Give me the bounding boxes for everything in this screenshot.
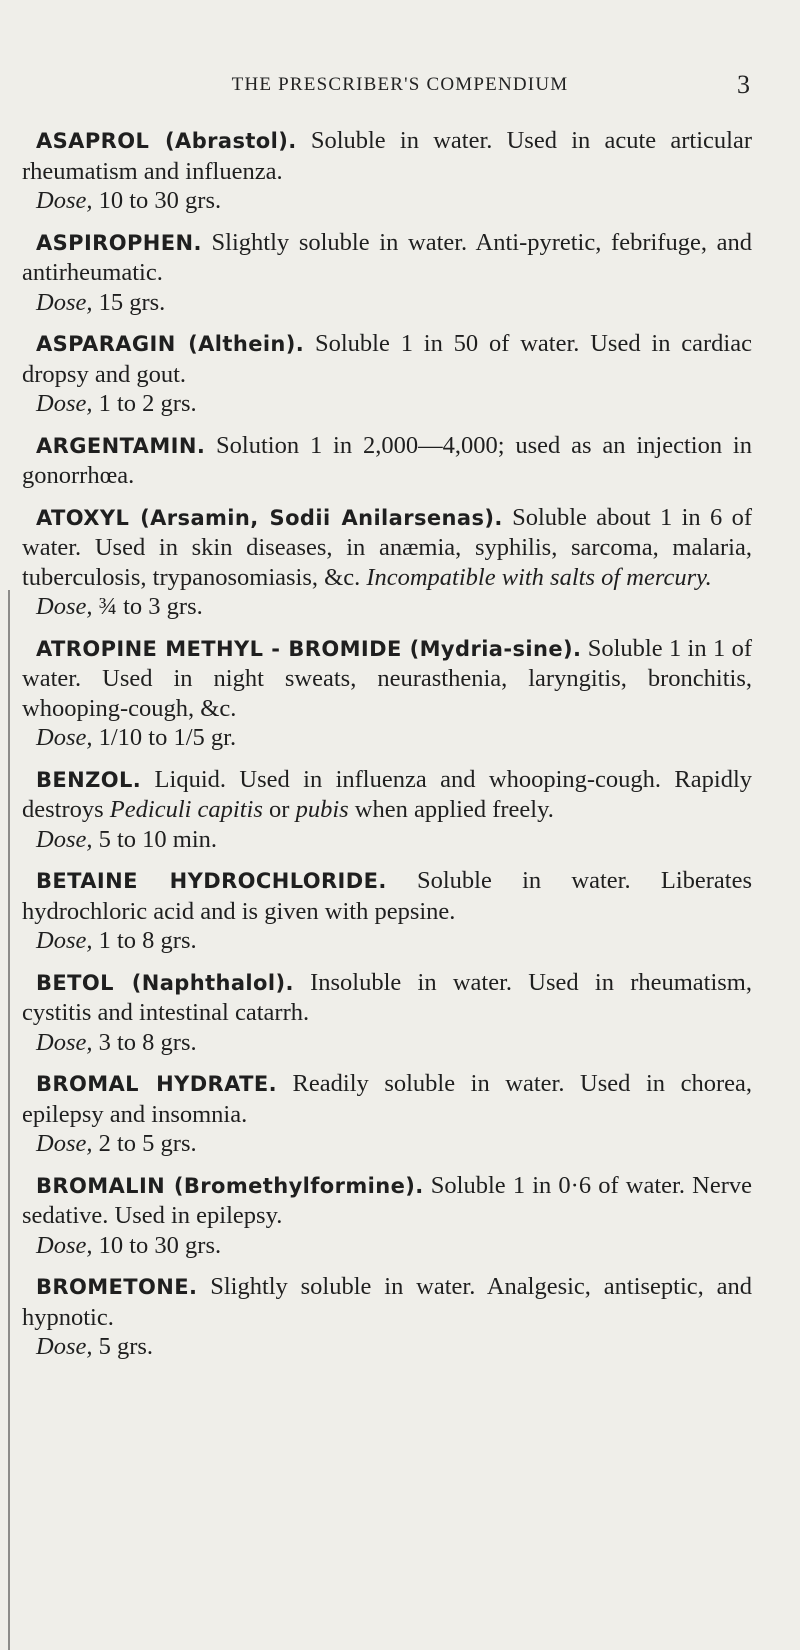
entry-heading: BETOL (Naphthalol). <box>36 970 294 995</box>
entry-bromalin <box>22 1171 752 1261</box>
entry-text: Soluble in water. Liberates hydrochloric acid and is given with pepsine. <box>22 867 753 925</box>
dose-label: Dose, <box>36 825 93 853</box>
dose-value: 2 to 5 grs. <box>92 1130 197 1157</box>
entry-bromal-hydrate <box>22 1069 752 1159</box>
entry-text-end: when applied freely. <box>348 796 554 823</box>
entry-asparagin <box>22 329 752 419</box>
entry-aspirophen <box>22 228 752 318</box>
entry-text: Soluble in water. Used in acute articular rheumatism and influenza. <box>22 127 752 185</box>
entry-italic-term-2: pubis <box>295 796 349 823</box>
dose-label: Dose, <box>36 1028 93 1056</box>
entry-text: Insoluble in water. Used in rheumatism, cystitis and intestinal catarrh. <box>22 968 752 1026</box>
dose-value: 3 to 8 grs. <box>92 1028 197 1056</box>
entry-benzol <box>22 765 752 855</box>
entry-text: Liquid. Used in influenza and whooping-cough. Rapidly destroys <box>22 765 752 823</box>
dose-value: ¾ to 3 grs. <box>92 593 203 620</box>
entry-incompatibility-note: Incompatible with salts of mercury. <box>366 563 712 591</box>
entry-heading: ATOXYL (Arsamin, Sodii Anilarsenas). <box>36 505 503 530</box>
dose-label: Dose, <box>36 593 93 620</box>
entry-betol <box>22 968 752 1058</box>
entry-text: Slightly soluble in water. Anti-pyretic, febrifuge, and antirheumatic. <box>22 228 752 286</box>
entry-text: Slightly soluble in water. Analgesic, antiseptic, and hypnotic. <box>22 1273 752 1331</box>
dose-label: Dose, <box>36 1333 93 1360</box>
entry-italic-term: Pediculi capitis <box>109 796 263 823</box>
entry-text: Soluble 1 in 50 of water. Used in cardiac dropsy and gout. <box>22 330 752 388</box>
entry-text: Soluble 1 in 1 of water. Used in night sweats, neurasthenia, laryngitis, bronchitis, whooping-cough, &c. <box>22 634 752 722</box>
entry-heading: BENZOL. <box>36 767 142 792</box>
entry-heading: BETAINE HYDROCHLORIDE. <box>36 869 387 893</box>
entry-heading: ATROPINE METHYL - BROMIDE (Mydria-sine). <box>36 636 582 661</box>
page-number: 3 <box>737 70 750 99</box>
dose-value: 1 to 2 grs. <box>92 390 197 417</box>
dose-label: Dose, <box>36 187 93 214</box>
dose-label: Dose, <box>36 724 93 751</box>
dose-value: 10 to 30 grs. <box>92 1231 222 1259</box>
dose-value: 1 to 8 grs. <box>92 927 197 954</box>
entry-brometone <box>22 1272 752 1362</box>
entry-text: Soluble about 1 in 6 of water. Used in skin diseases, in anæmia, syphilis, sarcoma, malaria, tuberculosis, trypanosomiasis, &c. <box>22 503 753 591</box>
dose-label: Dose, <box>36 927 93 954</box>
entry-heading: ARGENTAMIN. <box>36 433 206 458</box>
entry-heading: ASPARAGIN (Althein). <box>36 332 305 356</box>
entry-text: Solution 1 in 2,000—4,000; used as an injection in gonorrhœa. <box>22 431 752 489</box>
entry-heading: BROMETONE. <box>36 1275 198 1299</box>
dose-value: 5 grs. <box>92 1333 154 1360</box>
dose-value: 15 grs. <box>92 288 166 316</box>
running-title: THE PRESCRIBER'S COMPENDIUM <box>231 74 569 95</box>
entry-atropine-methyl-bromide <box>22 634 752 753</box>
entry-betaine-hydrochloride <box>22 866 752 956</box>
dose-value: 1/10 to 1/5 gr. <box>92 724 237 751</box>
entry-asaprol <box>22 126 752 216</box>
dose-label: Dose, <box>36 288 93 316</box>
entry-text-mid: or <box>262 796 296 823</box>
dose-label: Dose, <box>36 1231 93 1259</box>
page-edge-line <box>8 590 10 1650</box>
dose-value: 10 to 30 grs. <box>92 187 222 214</box>
entry-atoxyl <box>22 503 752 622</box>
entry-heading: BROMAL HYDRATE. <box>36 1072 277 1096</box>
entry-heading: ASPIROPHEN. <box>36 230 202 255</box>
compendium-entries <box>22 126 752 1374</box>
dose-value: 5 to 10 min. <box>92 825 218 853</box>
entry-argentamin <box>22 431 752 491</box>
entry-heading: BROMALIN (Bromethylformine). <box>36 1173 424 1198</box>
entry-heading: ASAPROL (Abrastol). <box>36 129 297 153</box>
entry-text: Readily soluble in water. Used in chorea, epilepsy and insomnia. <box>22 1070 753 1128</box>
dose-label: Dose, <box>36 1130 93 1157</box>
dose-label: Dose, <box>36 390 93 417</box>
entry-text: Soluble 1 in 0·6 of water. Nerve sedative. Used in epilepsy. <box>22 1171 752 1229</box>
page-header <box>0 70 800 108</box>
